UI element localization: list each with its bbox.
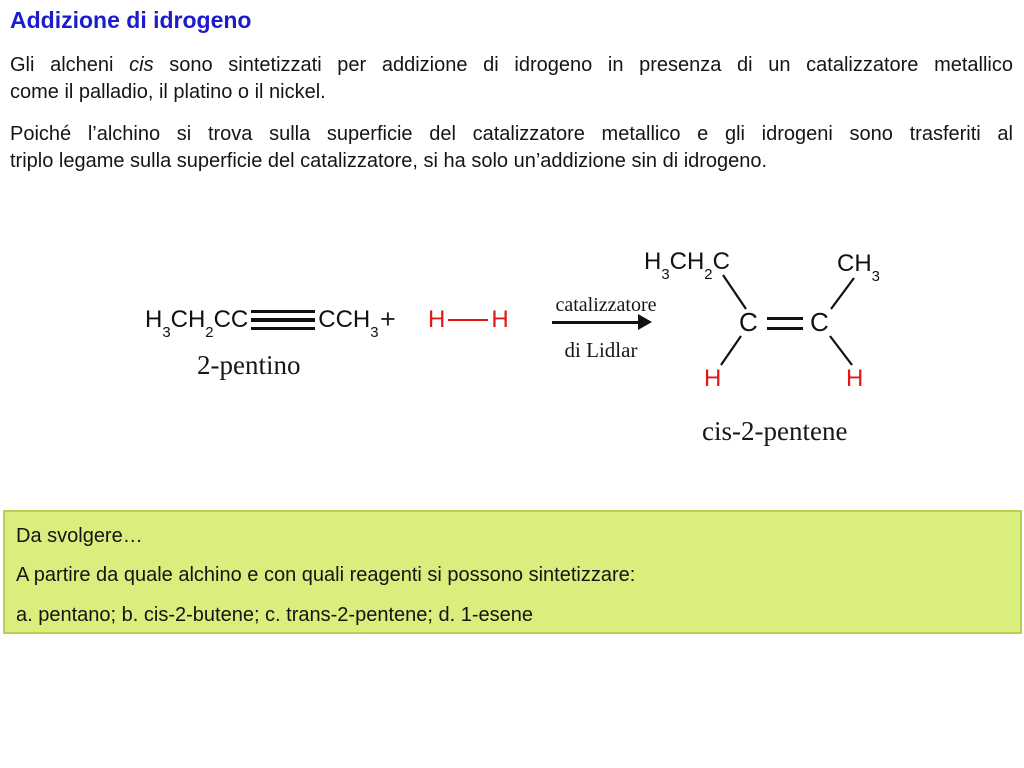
carbon-right-label: C bbox=[810, 307, 829, 337]
text-run: sono sintetizzati per addizione di idrogeno in presenza di un catalizzatore metallico bbox=[153, 54, 1014, 76]
reaction-arrow-shaft bbox=[552, 321, 640, 324]
single-bond-methyl bbox=[831, 278, 854, 309]
single-bond-ethyl bbox=[723, 275, 746, 309]
reactant-formula-right: $CCH_3$ bbox=[318, 306, 379, 341]
plus-sign: + bbox=[380, 304, 396, 334]
product-structure bbox=[640, 245, 892, 455]
hydrogen-left-label: H bbox=[428, 306, 446, 333]
catalyst-sublabel: di Lidlar bbox=[564, 338, 638, 362]
single-bond-h-right bbox=[830, 336, 852, 365]
double-bond-line-bottom bbox=[767, 327, 803, 330]
hydrogen-left-red-label: H bbox=[704, 365, 722, 392]
task-line-heading: Da svolgere… bbox=[16, 525, 143, 547]
carbon-left-label: C bbox=[739, 307, 758, 337]
mechanism-paragraph-line2: triplo legame sulla superficie del catalizzatore, si ha solo un’addizione sin di idrogeno. bbox=[10, 150, 768, 172]
hydrogen-right-label: H bbox=[491, 306, 509, 333]
text-run-italic-cis: cis bbox=[129, 54, 154, 76]
ethyl-group-label: $H_3CH_2C$ bbox=[644, 248, 730, 283]
mechanism-paragraph bbox=[10, 121, 1013, 175]
double-bond-line-top bbox=[767, 317, 803, 320]
intro-paragraph-line2: come il palladio, il platino o il nickel. bbox=[10, 81, 326, 103]
reactant-formula-left: $H_3CH_2CC$ bbox=[145, 306, 249, 341]
mechanism-paragraph-line1: Poiché l’alchino si trova sulla superficie del catalizzatore metallico e gli idrogeni sono trasferiti al bbox=[10, 123, 1013, 145]
intro-paragraph-line1 bbox=[10, 52, 1013, 79]
product-name: cis-2-pentene bbox=[702, 416, 848, 446]
hydrogen-right-red-label: H bbox=[846, 365, 864, 392]
text-run: Gli alcheni bbox=[10, 54, 130, 76]
reactant-name: 2-pentino bbox=[197, 350, 301, 380]
task-line-items: a. pentano; b. cis-2-butene; c. trans-2-pentene; d. 1-esene bbox=[16, 604, 533, 626]
task-line-question: A partire da quale alchino e con quali reagenti si possono sintetizzare: bbox=[16, 564, 636, 586]
task-box bbox=[3, 510, 1022, 634]
hydrogen-molecule bbox=[428, 305, 509, 335]
body-text bbox=[10, 52, 1013, 175]
reactant-formula bbox=[145, 303, 379, 341]
single-bond-h-left bbox=[721, 336, 741, 365]
catalyst-label: catalizzatore bbox=[555, 294, 657, 316]
methyl-group-label: $CH_3$ bbox=[837, 250, 880, 285]
intro-paragraph bbox=[10, 52, 1013, 106]
triple-bond-icon bbox=[251, 310, 315, 331]
page-title: Addizione di idrogeno bbox=[10, 7, 252, 33]
h-h-bond-line bbox=[448, 319, 488, 322]
